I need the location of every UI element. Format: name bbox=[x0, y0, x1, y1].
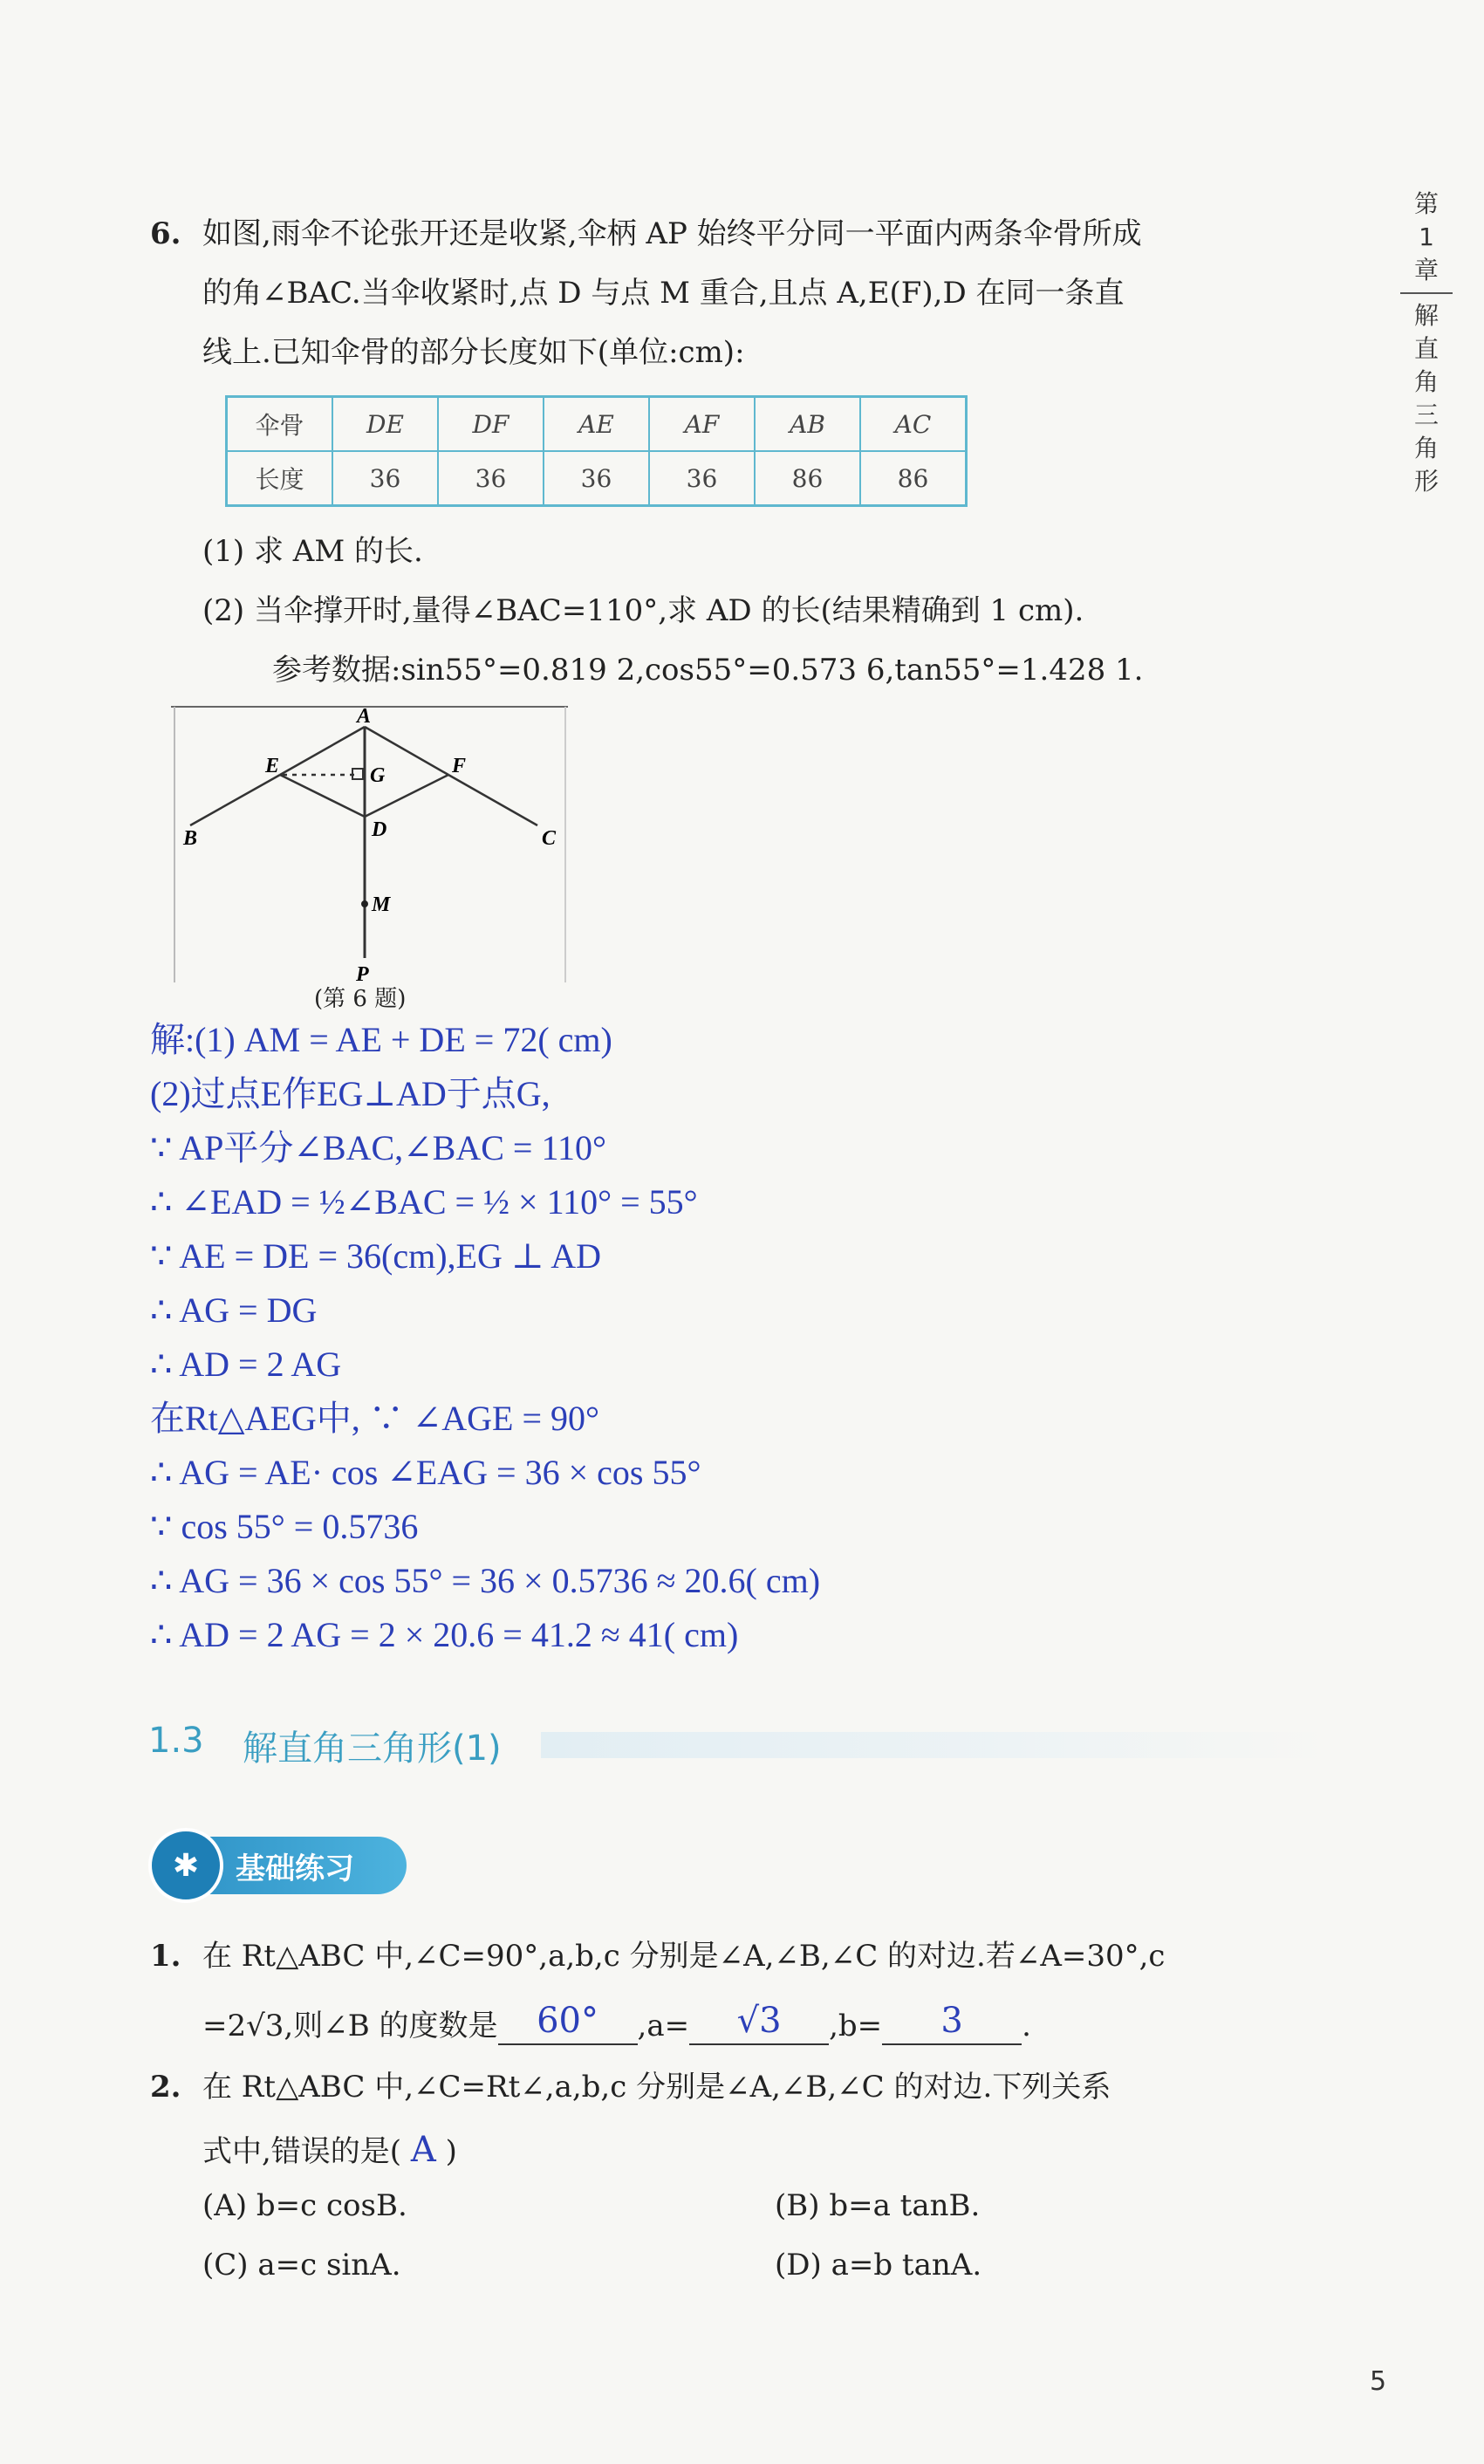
chapter-label-b: 章 bbox=[1413, 256, 1439, 284]
label-c: C bbox=[542, 827, 557, 850]
label-d: D bbox=[372, 818, 387, 841]
page-number: 5 bbox=[1370, 2366, 1387, 2397]
side-title-char: 形 bbox=[1413, 467, 1439, 496]
answer-blank-b[interactable] bbox=[882, 1998, 1022, 2045]
option-b: (B) b=a tanB. bbox=[775, 2188, 981, 2223]
table-cell: AF bbox=[649, 397, 755, 452]
rib-ae bbox=[280, 727, 365, 775]
label-p: P bbox=[356, 963, 369, 986]
solution-line: ∵ AP平分∠BAC,∠BAC = 110° bbox=[150, 1128, 606, 1167]
question-6-line2: 的角∠BAC.当伞收紧时,点 D 与点 M 重合,且点 A,E(F),D 在同一条直 bbox=[202, 276, 1125, 311]
solution-line: ∴ AG = AE· cos ∠EAG = 36 × cos 55° bbox=[150, 1453, 701, 1492]
table-row bbox=[227, 451, 967, 506]
solution-line: 解:(1) AM = AE + DE = 72( cm) bbox=[150, 1020, 612, 1059]
solution-line: ∴ AG = 36 × cos 55° = 36 × 0.5736 ≈ 20.6( cm) bbox=[150, 1561, 821, 1600]
question-6-sub1: (1) 求 AM 的长. bbox=[202, 534, 423, 569]
table-cell: DE bbox=[332, 397, 438, 452]
section-title: 解直角三角形(1) bbox=[243, 1728, 502, 1769]
question-6-line1: 如图,雨伞不论张开还是收紧,伞柄 AP 始终平分同一平面内两条伞骨所成 bbox=[202, 216, 1142, 251]
answer-blank-a[interactable] bbox=[689, 1998, 829, 2045]
solution-line: ∴ AD = 2 AG bbox=[150, 1345, 342, 1384]
table-cell: 86 bbox=[860, 451, 967, 506]
question-6-line3: 线上.已知伞骨的部分长度如下(单位:cm): bbox=[202, 335, 745, 370]
section-title-bar bbox=[541, 1732, 1326, 1758]
umbrella-figure bbox=[171, 705, 572, 993]
label-a: A bbox=[357, 705, 372, 728]
solution-line: 在Rt△AEG中, ∵ ∠AGE = 90° bbox=[150, 1399, 600, 1438]
exercise-1-line1: 在 Rt△ABC 中,∠C=90°,a,b,c 分别是∠A,∠B,∠C 的对边.若∠A=30°,c bbox=[202, 1939, 1166, 1974]
solution-line: ∴ AG = DG bbox=[150, 1290, 318, 1330]
bone-length-table bbox=[225, 395, 968, 507]
solution-line: ∵ cos 55° = 0.5736 bbox=[150, 1507, 419, 1546]
exercise-2-text: 式中,错误的是( bbox=[202, 2134, 402, 2169]
exercise-1-number: 1. bbox=[150, 1939, 181, 1974]
answer-a: √3 bbox=[736, 2001, 782, 2041]
badge-label: 基础练习 bbox=[236, 1851, 354, 1886]
table-cell: 伞骨 bbox=[227, 397, 333, 452]
label-e: E bbox=[265, 755, 280, 777]
side-title-char: 直 bbox=[1413, 334, 1439, 363]
table-cell: 36 bbox=[332, 451, 438, 506]
exercise-2-text: ) bbox=[445, 2134, 457, 2169]
side-title-char: 三 bbox=[1413, 400, 1439, 429]
label-b: B bbox=[183, 827, 198, 850]
solution-line: (2)过点E作EG⊥AD于点G, bbox=[150, 1074, 551, 1113]
exercise-1-text: . bbox=[1022, 2008, 1031, 2043]
side-title-char: 角 bbox=[1413, 434, 1439, 462]
question-6-reference-data: 参考数据:sin55°=0.819 2,cos55°=0.573 6,tan55°=1.428 1. bbox=[272, 653, 1144, 688]
answer-angle-b: 60° bbox=[537, 2001, 598, 2041]
label-m: M bbox=[372, 893, 391, 916]
table-cell: 86 bbox=[755, 451, 860, 506]
exercise-1-line2 bbox=[202, 1998, 1031, 2045]
side-title-char: 角 bbox=[1413, 367, 1439, 396]
answer-b: 3 bbox=[940, 2001, 963, 2041]
chapter-label-a: 第 bbox=[1413, 189, 1439, 218]
solution-line: ∴ AD = 2 AG = 2 × 20.6 = 41.2 ≈ 41( cm) bbox=[150, 1615, 739, 1654]
exercise-2-line1: 在 Rt△ABC 中,∠C=Rt∠,a,b,c 分别是∠A,∠B,∠C 的对边.下列关系 bbox=[202, 2070, 1111, 2105]
exercise-2-number: 2. bbox=[150, 2070, 181, 2105]
figure-caption: (第 6 题) bbox=[314, 986, 407, 1012]
table-cell: 36 bbox=[649, 451, 755, 506]
section-number: 1.3 bbox=[148, 1721, 204, 1761]
chapter-number: 1 bbox=[1419, 222, 1434, 251]
answer-blank-angle-b[interactable] bbox=[498, 1998, 638, 2045]
table-cell: AC bbox=[860, 397, 967, 452]
option-c: (C) a=c sinA. bbox=[202, 2248, 401, 2283]
point-m bbox=[361, 900, 368, 907]
camera-shutter-icon: ✱ bbox=[148, 1828, 223, 1903]
side-title-char: 解 bbox=[1413, 301, 1439, 330]
table-cell: AB bbox=[755, 397, 860, 452]
table-cell: AE bbox=[544, 397, 649, 452]
solution-line: ∵ AE = DE = 36(cm),EG ⊥ AD bbox=[150, 1236, 602, 1276]
exercise-1-text: ,b= bbox=[829, 2008, 883, 2043]
rib-ed bbox=[280, 775, 365, 817]
rib-fc bbox=[448, 775, 537, 825]
question-6-number: 6. bbox=[150, 216, 181, 251]
question-6-sub2: (2) 当伞撑开时,量得∠BAC=110°,求 AD 的长(结果精确到 1 cm). bbox=[202, 593, 1084, 628]
table-cell: 36 bbox=[544, 451, 649, 506]
table-cell: DF bbox=[438, 397, 544, 452]
table-cell: 长度 bbox=[227, 451, 333, 506]
exercise-1-text: ,a= bbox=[637, 2008, 690, 2043]
table-cell: 36 bbox=[438, 451, 544, 506]
exercise-1-text: =2√3,则∠B 的度数是 bbox=[202, 2008, 498, 2043]
chapter-side-tab bbox=[1400, 188, 1453, 498]
basic-practice-badge bbox=[154, 1837, 407, 1894]
side-divider bbox=[1400, 292, 1453, 294]
label-f: F bbox=[452, 755, 467, 777]
exercise-2-line2 bbox=[202, 2127, 457, 2173]
table-row bbox=[227, 397, 967, 452]
option-a: (A) b=c cosB. bbox=[202, 2188, 407, 2223]
rib-eb bbox=[190, 775, 280, 825]
label-g: G bbox=[370, 764, 386, 787]
exercise-2-answer: A bbox=[410, 2130, 436, 2170]
option-d: (D) a=b tanA. bbox=[775, 2248, 982, 2283]
solution-line: ∴ ∠EAD = ½∠BAC = ½ × 110° = 55° bbox=[150, 1182, 698, 1222]
